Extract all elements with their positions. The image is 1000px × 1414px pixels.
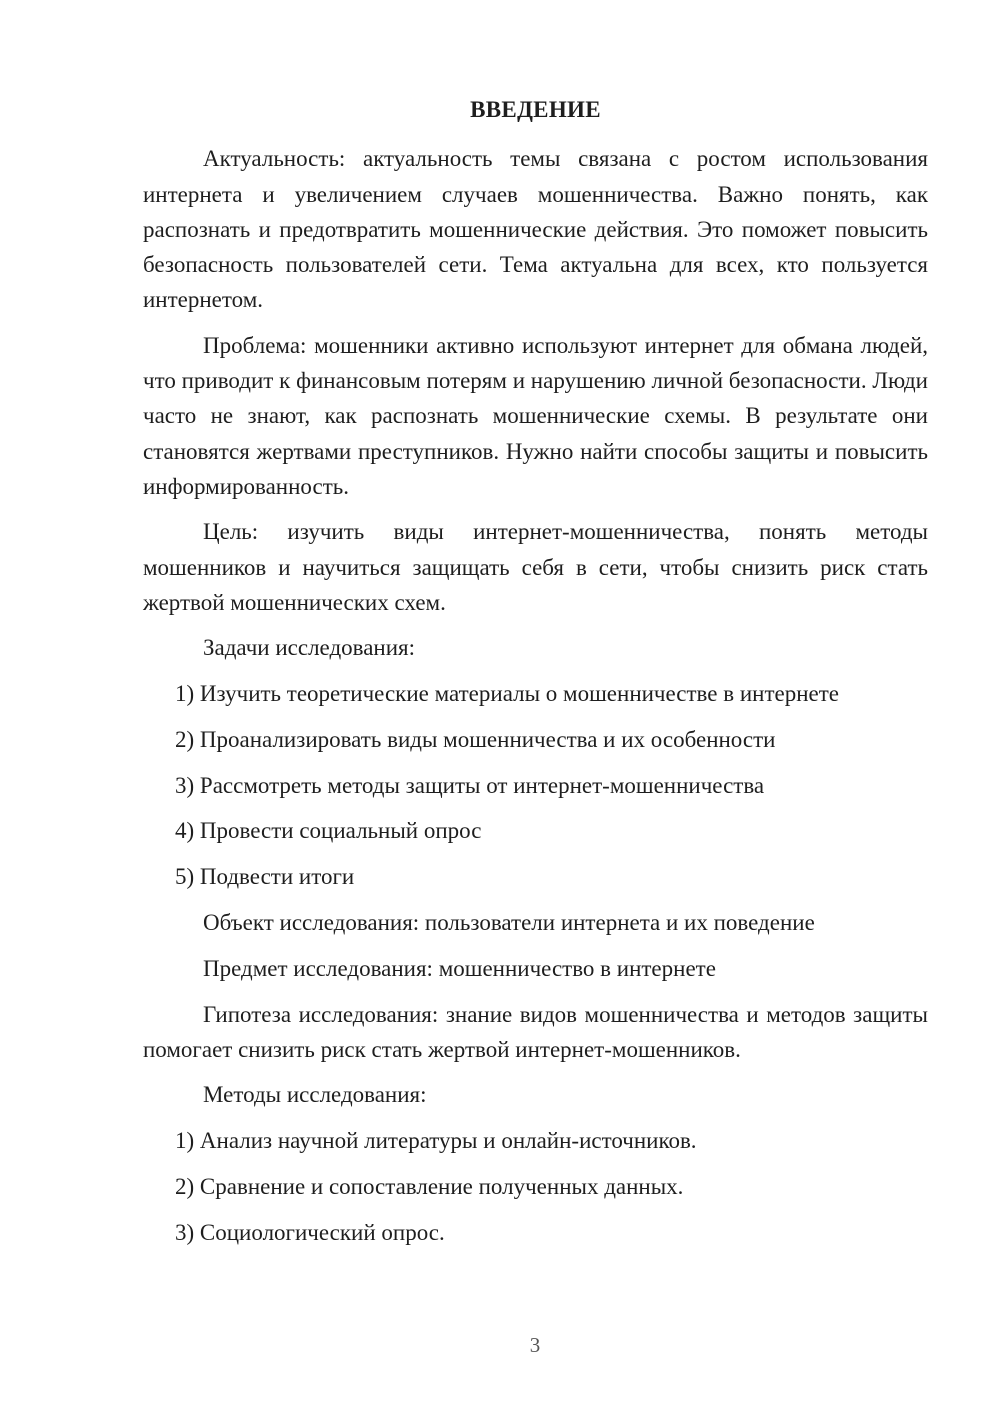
task-item: 2) Проанализировать виды мошенничества и их особенности	[175, 726, 776, 752]
document-body	[143, 92, 928, 1260]
methods-heading: Методы исследования:	[203, 1082, 427, 1108]
research-subject: Предмет исследования: мошенничество в интернете	[203, 955, 716, 981]
relevance-paragraph: Актуальность: актуальность темы связана с ростом использования интернета и увеличением случаев мошенничества. Важно понять, как распознать и предотвратить мошеннические действия. Это поможет повысить безопасность пользователей сети. Тема актуальна для всех, кто пользуется интернетом.	[143, 146, 928, 313]
section-title: ВВЕДЕНИЕ	[470, 97, 601, 122]
problem-paragraph: Проблема: мошенники активно используют интернет для обмана людей, что приводит к финансовым потерям и нарушению личной безопасности. Люди часто не знают, как распознать мошеннические схемы. В результате они становятся жертвами преступников. Нужно найти способы защиты и повысить информированность.	[143, 332, 928, 499]
method-item: 2) Сравнение и сопоставление полученных данных.	[175, 1173, 684, 1199]
method-item: 1) Анализ научной литературы и онлайн-источников.	[175, 1127, 697, 1153]
task-item: 5) Подвести итоги	[175, 864, 355, 890]
task-item: 3) Рассмотреть методы защиты от интернет-мошенничества	[175, 772, 765, 798]
method-item: 3) Социологический опрос.	[175, 1219, 445, 1245]
task-item: 4) Провести социальный опрос	[175, 818, 482, 844]
hypothesis-paragraph: Гипотеза исследования: знание видов мошенничества и методов защиты помогает снизить риск стать жертвой интернет-мошенников.	[143, 1001, 928, 1062]
task-item: 1) Изучить теоретические материалы о мошенничестве в интернете	[175, 680, 839, 706]
tasks-heading: Задачи исследования:	[203, 635, 416, 661]
research-object: Объект исследования: пользователи интернета и их поведение	[203, 909, 815, 935]
page-number: 3	[529, 1333, 541, 1357]
goal-paragraph: Цель: изучить виды интернет-мошенничества, понять методы мошенников и научиться защищать себя в сети, чтобы снизить риск стать жертвой мошеннических схем.	[143, 519, 928, 615]
